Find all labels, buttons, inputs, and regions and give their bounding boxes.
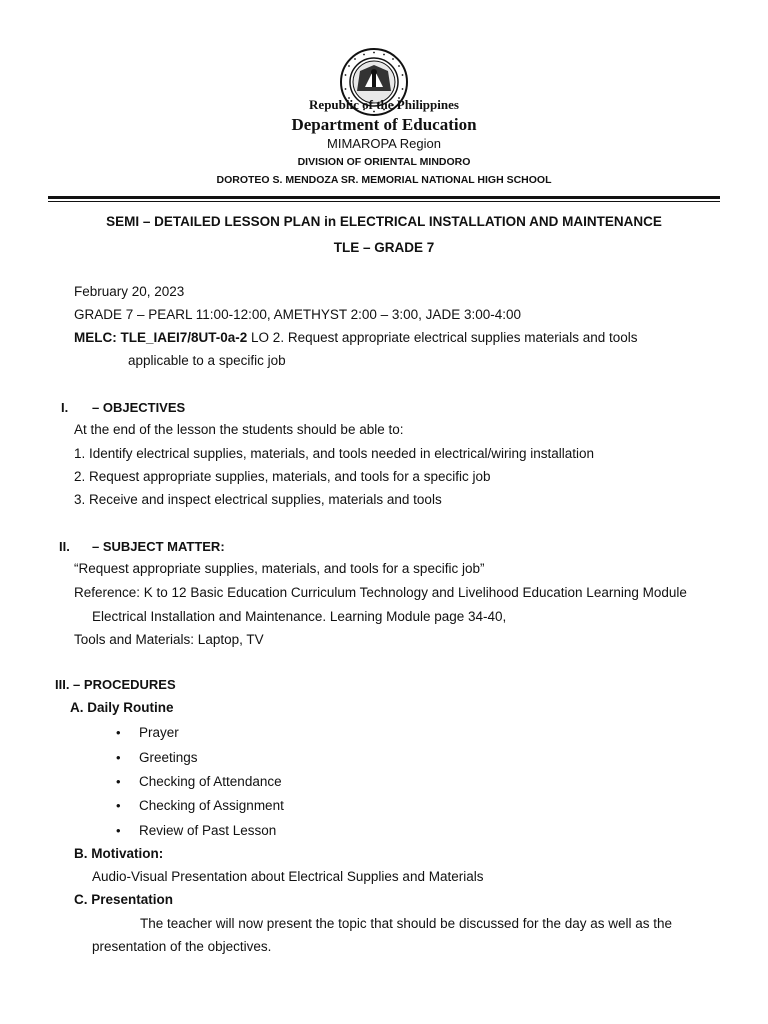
bullet-icon: •	[116, 823, 121, 838]
subject-numeral: II.	[59, 539, 70, 554]
presentation-heading: C. Presentation	[74, 892, 174, 907]
routine-item: Checking of Assignment	[139, 798, 284, 813]
routine-item: Review of Past Lesson	[139, 823, 277, 838]
melc-description: LO 2. Request appropriate electrical supplies materials and tools	[247, 330, 638, 345]
routine-item: Checking of Attendance	[139, 774, 282, 789]
republic-line: Republic of the Philippines	[309, 97, 459, 112]
objective-item: 1. Identify electrical supplies, materials, and tools needed in electrical/wiring installation	[74, 446, 595, 461]
motivation-heading: B. Motivation:	[74, 846, 164, 861]
lesson-plan-title: SEMI – DETAILED LESSON PLAN in ELECTRICAL INSTALLATION AND MAINTENANCE	[106, 214, 662, 229]
presentation-text: The teacher will now present the topic that should be discussed for the day as well as the	[140, 916, 673, 931]
melc-description-cont: applicable to a specific job	[128, 353, 286, 368]
melc-code: MELC: TLE_IAEI7/8UT-0a-2	[74, 330, 248, 345]
department-name: Department of Education	[291, 115, 477, 134]
lesson-date: February 20, 2023	[74, 284, 185, 299]
bullet-icon: •	[116, 750, 121, 765]
daily-routine-heading: A. Daily Routine	[70, 700, 174, 715]
school-name: DOROTEO S. MENDOZA SR. MEMORIAL NATIONAL HIGH SCHOOL	[216, 174, 552, 186]
grade-title: TLE – GRADE 7	[333, 240, 435, 255]
bullet-icon: •	[116, 725, 121, 740]
procedures-heading: III. – PROCEDURES	[55, 677, 176, 692]
objectives-numeral: I.	[61, 400, 69, 415]
subject-topic: “Request appropriate supplies, materials, and tools for a specific job”	[74, 561, 485, 576]
header-divider-thick	[48, 196, 720, 199]
class-schedule: GRADE 7 – PEARL 11:00-12:00, AMETHYST 2:00 – 3:00, JADE 3:00-4:00	[74, 307, 521, 322]
objectives-intro: At the end of the lesson the students should be able to:	[74, 422, 404, 437]
routine-item: Prayer	[139, 725, 179, 740]
objectives-heading: – OBJECTIVES	[92, 400, 186, 415]
subject-reference-cont: Electrical Installation and Maintenance. Learning Module page 34-40,	[92, 609, 507, 624]
region-name: MIMAROPA Region	[327, 136, 441, 151]
bullet-icon: •	[116, 798, 121, 813]
motivation-text: Audio-Visual Presentation about Electrical Supplies and Materials	[92, 869, 484, 884]
presentation-text-cont: presentation of the objectives.	[92, 939, 272, 954]
melc-line	[74, 330, 638, 345]
routine-item: Greetings	[139, 750, 198, 765]
division-name: DIVISION OF ORIENTAL MINDORO	[297, 156, 471, 168]
header-divider-thin	[48, 201, 720, 202]
objective-item: 2. Request appropriate supplies, materials, and tools for a specific job	[74, 469, 491, 484]
subject-reference: Reference: K to 12 Basic Education Curriculum Technology and Livelihood Education Learning Module	[74, 585, 687, 600]
subject-heading: – SUBJECT MATTER:	[92, 539, 225, 554]
objective-item: 3. Receive and inspect electrical supplies, materials and tools	[74, 492, 442, 507]
subject-tools: Tools and Materials: Laptop, TV	[74, 632, 264, 647]
bullet-icon: •	[116, 774, 121, 789]
